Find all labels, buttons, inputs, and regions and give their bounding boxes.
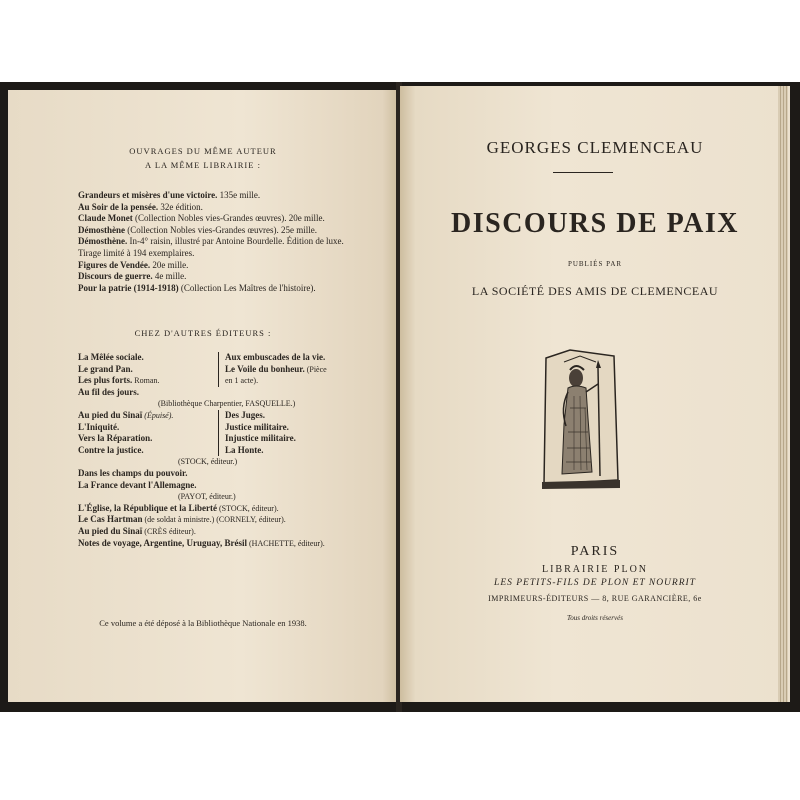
other-works [78, 352, 368, 549]
title-rule [553, 172, 613, 173]
society-name: LA SOCIÉTÉ DES AMIS DE CLEMENCEAU [471, 284, 719, 298]
right-page [400, 86, 790, 702]
list-item: Discours de guerre. 4e mille. [78, 271, 187, 282]
author-name: GEORGES CLEMENCEAU [486, 138, 704, 157]
list-item: Au Soir de la pensée. 32e édition. [78, 201, 203, 212]
table-row: Le Cas Hartman (de soldat à ministre.) (CORNELY, éditeur). [78, 514, 286, 525]
table-row: La Mêlée sociale. Aux embuscades de la vie. [78, 352, 368, 364]
works-list [78, 190, 368, 294]
list-item: Pour la patrie (1914-1918) (Collection Les Maîtres de l'histoire). [78, 282, 316, 293]
open-book [0, 82, 800, 712]
table-row: Au pied du Sinaï (Épuisé). Des Juges. [78, 410, 368, 422]
list-item: Démosthène. In-4° raisin, illustré par Antoine Bourdelle. Édition de luxe. Tirage limité à 194 exemplaires. [78, 236, 344, 258]
list-item: Figures de Vendée. 20e mille. [78, 259, 189, 270]
table-row: Au fil des jours. [78, 386, 140, 397]
table-row: La France devant l'Allemagne. [78, 479, 197, 490]
table-row: Dans les champs du pouvoir. [78, 467, 188, 478]
table-row: (Bibliothèque Charpentier, FASQUELLE.) [158, 399, 296, 409]
legal-deposit-note: Ce volume a été déposé à la Bibliothèque Nationale en 1938. [99, 618, 307, 628]
list-item: Grandeurs et misères d'une victoire. 135e mille. [78, 190, 261, 200]
table-row: (STOCK, éditeur.) [178, 457, 238, 467]
page-edges [778, 86, 788, 702]
list-item: Démosthène (Collection Nobles vies-Grandes œuvres). 25e mille. [78, 224, 317, 235]
rights-note: Tous droits réservés [567, 614, 623, 622]
table-row: Les plus forts. Roman. en 1 acte). [78, 375, 368, 387]
publisher-name: LIBRAIRIE PLON [541, 564, 649, 575]
publisher-subtitle: LES PETITS-FILS DE PLON ET NOURRIT [494, 578, 696, 588]
works-header: OUVRAGES DU MÊME AUTEUR [129, 146, 277, 156]
works-subheader: A LA MÊME LIBRAIRIE : [145, 160, 261, 170]
other-publishers-header: CHEZ D'AUTRES ÉDITEURS : [134, 328, 272, 338]
published-by: PUBLIÉS PAR [567, 260, 623, 268]
table-row: L'Église, la République et la Liberté (STOCK, éditeur). [78, 502, 279, 513]
imprint-address: IMPRIMEURS-ÉDITEURS — 8, RUE GARANCIÈRE, 6e [488, 594, 702, 603]
athena-statue-icon [540, 348, 622, 490]
city: PARIS [570, 544, 620, 559]
table-row: Vers la Réparation. Injustice militaire. [78, 433, 368, 445]
table-row: Contre la justice. La Honte. [78, 445, 368, 457]
left-page [8, 90, 398, 702]
table-row: (PAYOT, éditeur.) [178, 492, 236, 502]
table-row: Au pied du Sinaï (CRÈS éditeur). [78, 525, 196, 536]
table-row: Notes de voyage, Argentine, Uruguay, Brésil (HACHETTE, éditeur). [78, 537, 325, 548]
book-title: DISCOURS DE PAIX [451, 208, 739, 239]
table-row: Le grand Pan. Le Voile du bonheur. (Pièce [78, 364, 368, 376]
list-item: Claude Monet (Collection Nobles vies-Grandes œuvres). 20e mille. [78, 213, 325, 224]
table-row: L'Iniquité. Justice militaire. [78, 422, 368, 434]
